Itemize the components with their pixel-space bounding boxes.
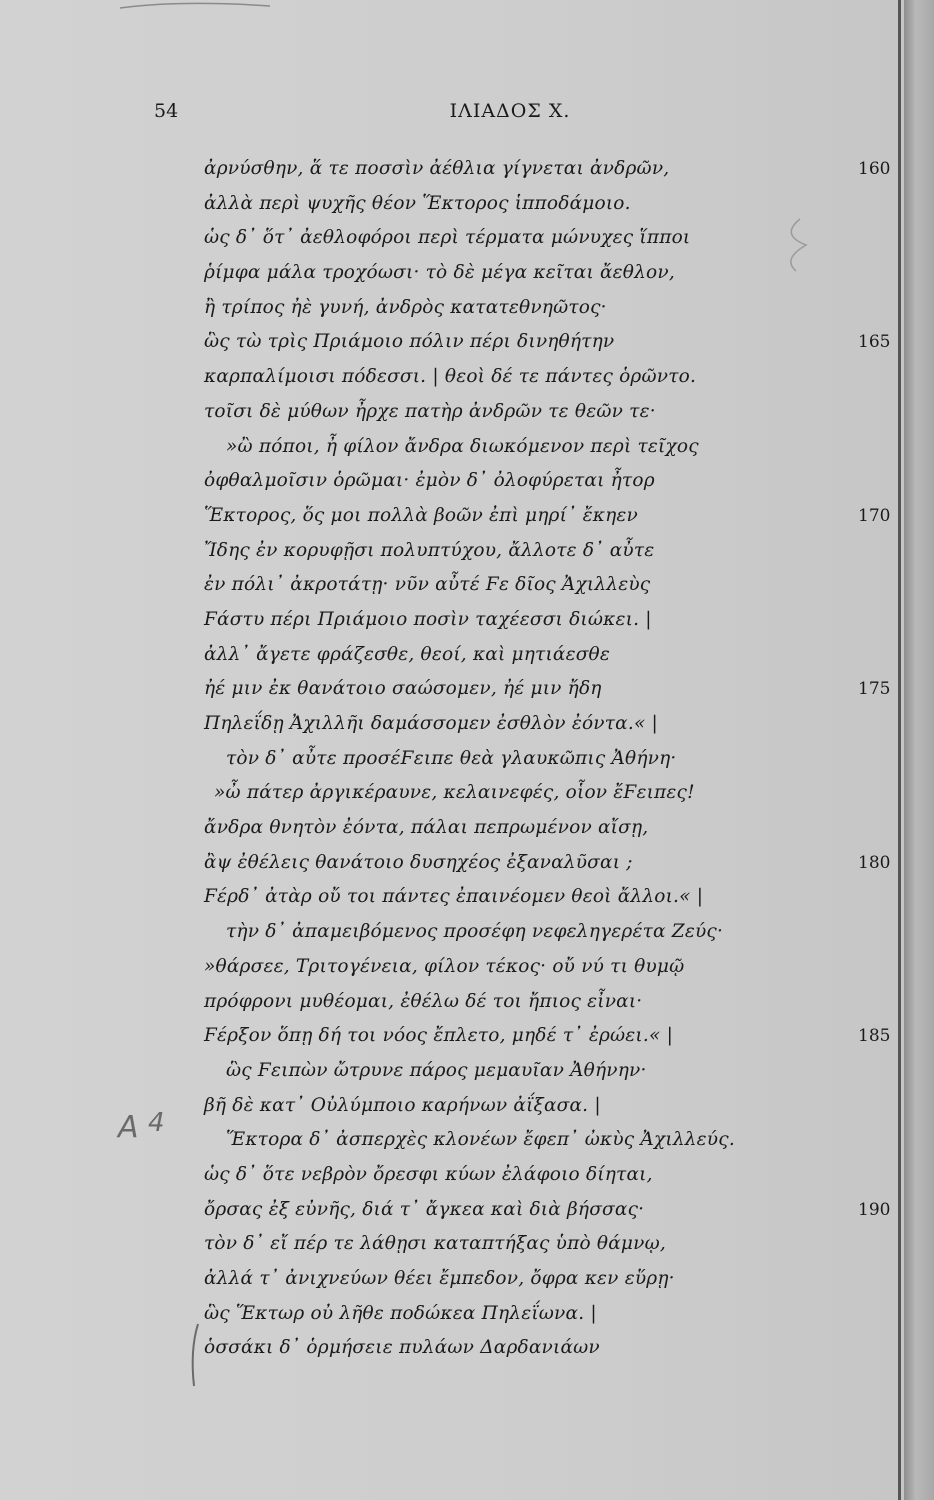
- verse-text: Ἕκτορος, ὅς μοι πολλὰ βοῶν ἐπὶ μηρί᾽ ἔκηεν: [204, 504, 638, 526]
- verse-line: [0, 776, 904, 811]
- verse-line: [0, 1227, 904, 1262]
- line-number: 175: [858, 679, 891, 700]
- verse-text: »θάρσεε, Τριτογένεια, φίλον τέκος· οὔ νύ τι θυμῷ: [204, 955, 685, 977]
- page-number: 54: [154, 100, 179, 122]
- verse-line: [0, 950, 904, 985]
- verse-block: [0, 152, 904, 1366]
- line-number: 190: [858, 1199, 891, 1220]
- book-title: ΙΛΙΑΔΟΣ X.: [449, 100, 571, 122]
- verse-text: Ἴδης ἐν κορυφῇσι πολυπτύχου, ἄλλοτε δ᾽ αὖτε: [204, 539, 655, 561]
- margin-annotation-a: A: [118, 1110, 139, 1145]
- verse-text: ἂψ ἐθέλεις θανάτοιο δυσηχέος ἐξαναλῦσαι ;: [204, 851, 633, 873]
- verse-text: ἄνδρα θνητὸν ἐόντα, πάλαι πεπρωμένον αἴσῃ,: [204, 817, 649, 839]
- verse-text: τὸν δ᾽ εἴ πέρ τε λάθῃσι καταπτήξας ὑπὸ θάμνῳ,: [204, 1233, 666, 1255]
- verse-text: ἀλλ᾽ ἄγετε φράζεσθε, θεοί, καὶ μητιάεσθε: [204, 643, 611, 665]
- pencil-bracket-mark: [168, 1320, 208, 1390]
- verse-line: [0, 395, 904, 430]
- line-number: 180: [858, 852, 891, 873]
- verse-text: τὴν δ᾽ ἀπαμειβόμενος προσέφη νεφεληγερέτα Ζεύς·: [226, 921, 724, 943]
- verse-text: πρόφρονι μυθέομαι, ἐθέλω δέ τοι ἤπιος εἶναι·: [204, 990, 643, 1012]
- verse-line: [0, 1297, 904, 1332]
- line-number: 160: [858, 159, 891, 179]
- running-head: [0, 100, 904, 130]
- verse-text: Ϝέρδ᾽ ἀτὰρ οὔ τοι πάντες ἐπαινέομεν θεοὶ ἄλλοι.« |: [204, 886, 704, 908]
- verse-line: [0, 534, 904, 569]
- verse-text: ὣς τὼ τρὶς Πριάμοιο πόλιν πέρι δινηθήτην: [204, 331, 615, 353]
- verse-line: [0, 464, 904, 499]
- verse-text: ἀλλά τ᾽ ἀνιχνεύων θέει ἔμπεδον, ὄφρα κεν εὕρῃ·: [204, 1268, 675, 1289]
- verse-text: Ἕκτορα δ᾽ ἀσπερχὲς κλονέων ἔφεπ᾽ ὠκὺς Ἀχιλλεύς.: [226, 1129, 735, 1151]
- verse-line: [0, 880, 904, 915]
- verse-text: ὣς Ἕκτωρ οὐ λῆθε ποδώκεα Πηλεΐωνα. |: [204, 1302, 597, 1324]
- binding-gutter: [904, 0, 934, 1500]
- verse-line: [0, 291, 904, 326]
- page-edge: [898, 0, 901, 1500]
- top-edge-mark: [120, 0, 280, 20]
- verse-line: [0, 603, 904, 638]
- verse-line: [0, 221, 904, 256]
- verse-text: »ὦ πάτερ ἀργικέραυνε, κελαινεφές, οἷον ἔϜειπες!: [214, 782, 695, 804]
- verse-line: [0, 499, 904, 534]
- verse-text: βῆ δὲ κατ᾽ Οὐλύμποιο καρήνων ἀΐξασα. |: [204, 1094, 601, 1116]
- verse-line: [0, 360, 904, 395]
- verse-text: ἐν πόλι᾽ ἀκροτάτῃ· νῦν αὖτέ Ϝε δῖος Ἀχιλλεὺς: [204, 574, 651, 596]
- verse-text: ὄρσας ἐξ εὐνῆς, διά τ᾽ ἄγκεα καὶ διὰ βήσσας·: [204, 1198, 645, 1220]
- verse-text: ὀφθαλμοῖσιν ὁρῶμαι· ἐμὸν δ᾽ ὀλοφύρεται ἦτορ: [204, 470, 655, 492]
- verse-line: [0, 1158, 904, 1193]
- verse-text: ἀλλὰ περὶ ψυχῆς θέον Ἕκτορος ἱπποδάμοιο.: [204, 192, 631, 214]
- verse-line: [0, 742, 904, 777]
- verse-line: [0, 1262, 904, 1297]
- line-number: 165: [858, 332, 891, 353]
- verse-line: [0, 846, 904, 881]
- verse-text: »ὢ πόποι, ἦ φίλον ἄνδρα διωκόμενον περὶ τεῖχος: [226, 435, 699, 457]
- verse-text: Πηλεΐδῃ Ἀχιλλῆι δαμάσσομεν ἐσθλὸν ἐόντα.« |: [204, 713, 658, 734]
- verse-text: ὁσσάκι δ᾽ ὁρμήσειε πυλάων Δαρδανιάων: [204, 1337, 600, 1359]
- verse-text: τοῖσι δὲ μύθων ἦρχε πατὴρ ἀνδρῶν τε θεῶν τε·: [204, 400, 656, 422]
- verse-text: Ϝέρξον ὅπῃ δή τοι νόος ἔπλετο, μηδέ τ᾽ ἐρώει.« |: [204, 1025, 674, 1047]
- verse-line: [0, 325, 904, 360]
- verse-text: ὡς δ᾽ ὅτε νεβρὸν ὄρεσφι κύων ἐλάφοιο δίηται,: [204, 1163, 653, 1185]
- verse-line: [0, 811, 904, 846]
- verse-line: [0, 568, 904, 603]
- verse-line: [0, 430, 904, 465]
- verse-text: καρπαλίμοισι πόδεσσι. | θεοὶ δέ τε πάντες ὁρῶντο.: [204, 366, 697, 388]
- verse-line: [0, 256, 904, 291]
- verse-text: ὣς Ϝειπὼν ὤτρυνε πάρος μεμαυῖαν Ἀθήνην·: [226, 1059, 647, 1081]
- verse-line: [0, 1193, 904, 1228]
- pencil-curve-mark: [770, 215, 820, 275]
- verse-line: [0, 985, 904, 1020]
- line-number: 170: [858, 505, 891, 526]
- verse-line: [0, 187, 904, 222]
- verse-text: ἠέ μιν ἐκ θανάτοιο σαώσομεν, ἠέ μιν ἤδη: [204, 678, 602, 700]
- margin-annotation-number: 4: [148, 1108, 165, 1138]
- verse-line: [0, 638, 904, 673]
- verse-text: ἀρνύσθην, ἅ τε ποσσὶν ἀέθλια γίγνεται ἀνδρῶν,: [204, 158, 670, 179]
- verse-line: [0, 915, 904, 950]
- line-number: 185: [858, 1026, 891, 1047]
- verse-text: τὸν δ᾽ αὖτε προσέϜειπε θεὰ γλαυκῶπις Ἀθήνη·: [226, 747, 677, 769]
- verse-text: ῥίμφα μάλα τροχόωσι· τὸ δὲ μέγα κεῖται ἄεθλον,: [204, 262, 675, 284]
- verse-text: ἢ τρίπος ἠὲ γυνή, ἀνδρὸς κατατεθνηῶτος·: [204, 296, 607, 318]
- verse-line: [0, 1019, 904, 1054]
- verse-text: ὡς δ᾽ ὅτ᾽ ἀεθλοφόροι περὶ τέρματα μώνυχες ἵπποι: [204, 227, 691, 249]
- verse-line: [0, 672, 904, 707]
- verse-line: [0, 152, 904, 187]
- verse-text: Ϝάστυ πέρι Πριάμοιο ποσὶν ταχέεσσι διώκει. |: [204, 608, 652, 630]
- verse-line: [0, 1331, 904, 1366]
- verse-line: [0, 707, 904, 742]
- verse-line: [0, 1054, 904, 1089]
